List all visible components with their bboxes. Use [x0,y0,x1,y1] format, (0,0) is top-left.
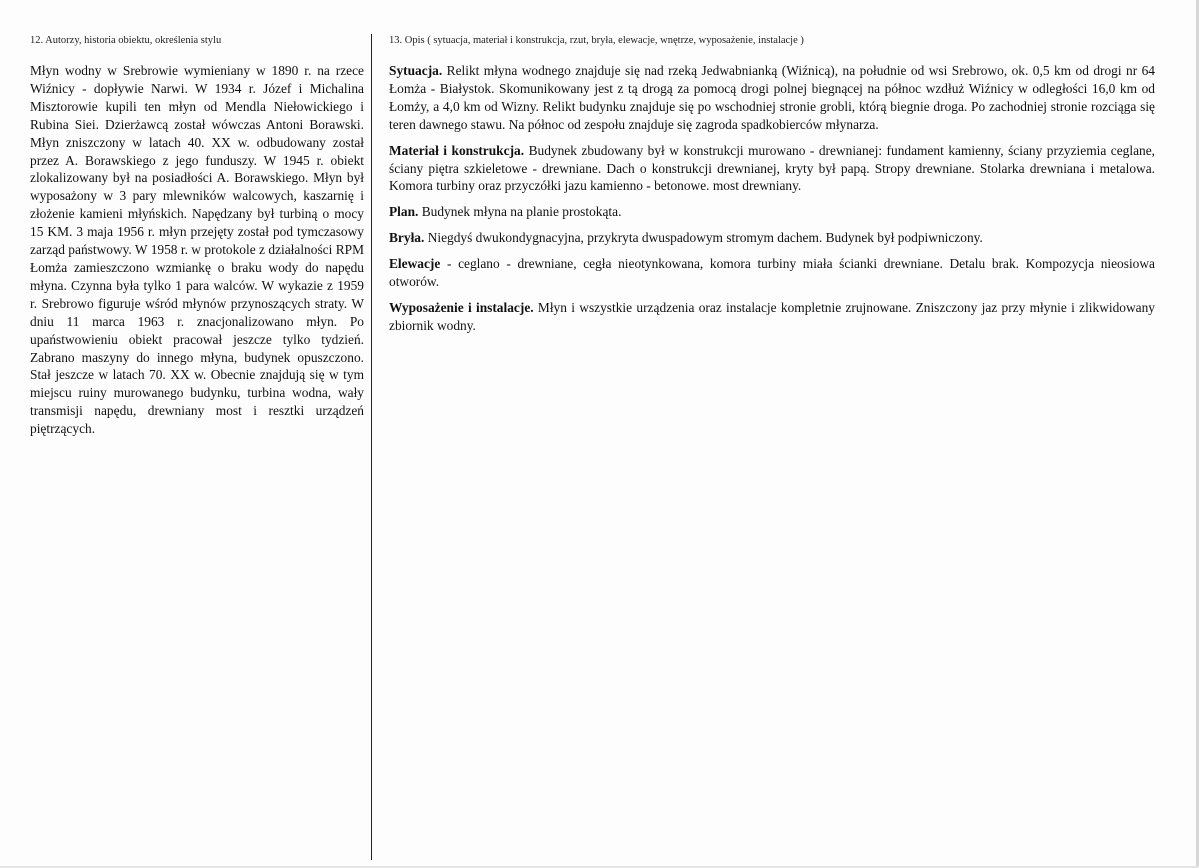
paragraph-material [389,142,1155,196]
paragraph-equipment-text: Młyn i wszystkie urządzenia oraz instalacje kompletnie zrujnowane. Zniszczony jaz przy młynie i zlikwidowany zbiornik wodny. [389,299,1156,333]
description-section-header: 13. Opis ( sytuacja, materiał i konstrukcja, rzut, bryła, elewacje, wnętrze, wyposażenie, instalacje ) [389,35,804,46]
paragraph-material-label: Materiał i konstrukcja. [389,142,525,158]
history-section-body: Młyn wodny w Srebrowie wymieniany w 1890 r. na rzece Wiźnicy - dopływie Narwi. W 1934 r. Józef i Michalina Misztorowie kupili ten młyn od Mendla Niełowickiego i Rubina Siei. Dzierżawcą został wówczas Antoni Borawski. Młyn zniszczony w latach 40. XX w. odbudowany został przez A. Borawskiego z jego funduszy. W 1945 r. obiekt zlokalizowany był na posiadłości A. Borawskiego. Młyn był wyposażony w 3 pary mlewników walcowych, kaszarnię i złożenie kamieni młyńskich. Napędzany był turbiną o mocy 15 KM. 3 maja 1956 r. młyn przejęty został pod tymczasowy zarząd państwowy. W 1958 r. w protokole z działalności RPM Łomża zamieszczono wzmiankę o braku wody do napędu młyna. Czynna była tylko 1 para walców. W wykazie z 1959 r. Srebrowo figuruje wśród młynów przynoszących straty. W dniu 11 marca 1963 r. znacjonalizowano młyn. Po upaństwowieniu obiekt pracował jeszcze tylko tydzień. Zabrano maszyny do innego młyna, budynek opuszczono. Stał jeszcze w latach 70. XX w. Obecnie znajdują się w tym miejscu ruiny murowanego budynku, turbina wodna, wały transmisji napędu, drewniany most i resztki urządzeń piętrzących. [30,63,364,437]
paragraph-massing [389,229,1155,247]
paragraph-elevations-text: - ceglano - drewniane, cegła nieotynkowana, komora turbiny miała ścianki drewniane. Detalu brak. Kompozycja nieosiowa otworów. [389,256,1155,290]
paragraph-situation [389,62,1155,134]
column-divider [371,34,372,860]
paragraph-plan-text: Budynek młyna na planie prostokąta. [418,204,622,220]
paragraph-elevations-label: Elewacje [389,256,441,272]
history-section-header: 12. Autorzy, historia obiektu, określenia stylu [30,35,222,46]
paragraph-equipment-label: Wyposażenie i instalacje. [389,299,534,315]
paragraph-plan [389,203,1155,221]
paragraph-plan-label: Plan. [389,204,419,220]
description-section [389,34,1155,343]
paragraph-equipment [389,299,1155,335]
paragraph-situation-text: Relikt młyna wodnego znajduje się nad rzeką Jedwabnianką (Wiźnicą), na południe od wsi Srebrowo, ok. 0,5 km od drogi nr 64 Łomża - Białystok. Skomunikowany jest z tą drogą za pomocą drogi polnej biegnącej na północ wzdłuż Wiźnicy w odległości 16,0 km od Łomży, a 4,0 km od Wizny. Relikt budynku znajduje się po wschodniej stronie grobli, którą biegnie droga. Po zachodniej stronie rozciąga się teren dawnego stawu. Na północ od zespołu znajduje się zagroda spadkobierców młynarza. [389,63,1155,132]
paragraph-situation-label: Sytuacja. [389,63,443,78]
history-section [30,34,364,438]
paragraph-material-text: Budynek zbudowany był w konstrukcji murowano - drewnianej: fundament kamienny, ściany przyziemia ceglane, ściany piętra szkieletowe - drewniane. Dach o konstrukcji drewnianej, kryty był papą. Stropy drewniane. Stolarka drewniana i metalowa. Komora turbiny oraz przyczółki jazu kamienno - betonowe. most drewniany. [389,142,1155,194]
paragraph-massing-text: Niegdyś dwukondygnacyjna, przykryta dwuspadowym stromym dachem. Budynek był podpiwniczony. [424,230,983,246]
paragraph-elevations [389,255,1155,291]
paragraph-massing-label: Bryła. [389,230,425,246]
